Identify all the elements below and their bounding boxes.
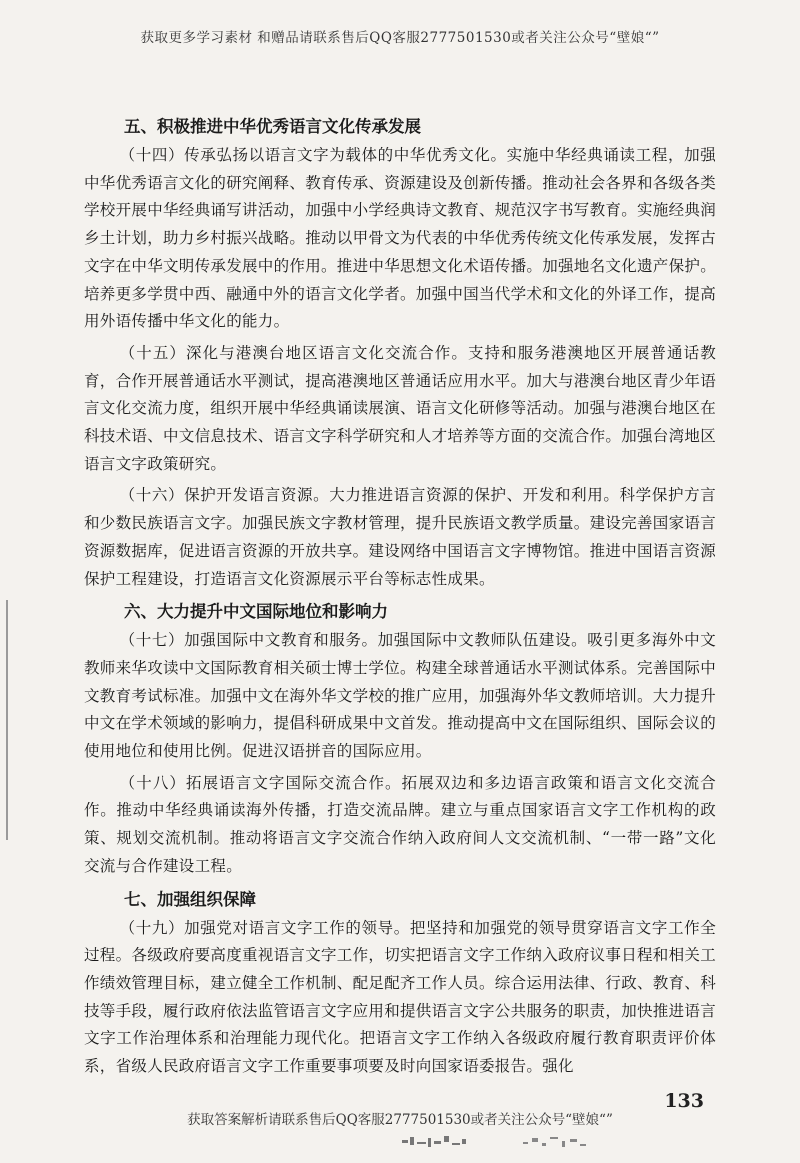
scan-noise-smudge (400, 1134, 470, 1152)
section-heading-5: 五、积极推进中华优秀语言文化传承发展 (124, 117, 421, 136)
paragraph-16: （十六）保护开发语言资源。大力推进语言资源的保护、开发和利用。科学保护方言和少数民族语言文字。加强民族文字教材管理，提升民族语文教学质量。建设完善国家语言资源数据库，促进语言资源的开放共享。建设网络中国语言文字博物馆。推进中国语言资源保护工程建设，打造语言文化资源展示平台等标志性成果。 (84, 486, 717, 588)
paragraph-14: （十四）传承弘扬以语言文字为载体的中华优秀文化。实施中华经典诵读工程，加强中华优秀语言文化的研究阐释、教育传承、资源建设及创新传播。推动社会各界和各级各类学校开展中华经典诵写讲活动，加强中小学经典诗文教育、规范汉字书写教育。实施经典润乡土计划，助力乡村振兴战略。推动以甲骨文为代表的中华优秀传统文化传承发展，发挥古文字在中华文明传承发展中的作用。推进中华思想文化术语传播。加强地名文化遗产保护。培养更多学贯中西、融通中外的语言文化学者。加强中国当代学术和文化的外译工作，提高用外语传播中华文化的能力。 (84, 146, 717, 331)
paragraph-19: （十九）加强党对语言文字工作的领导。把坚持和加强党的领导贯穿语言文字工作全过程。各级政府要高度重视语言文字工作，切实把语言文字工作纳入政府议事日程和相关工作绩效管理目标，建立健全工作机制、配足配齐工作人员。综合运用法律、行政、教育、科技等手段，履行政府依法监管语言文字应用和提供语言文字公共服务的职责，加快推进语言文字工作治理体系和治理能力现代化。把语言文字工作纳入各级政府履行教育职责评价体系，省级人民政府语言文字工作重要事项要及时向国家语委报告。强化 (84, 918, 717, 1076)
paragraph-15: （十五）深化与港澳台地区语言文化交流合作。支持和服务港澳地区开展普通话教育，合作开展普通话水平测试，提高港澳地区普通话应用水平。加大与港澳台地区青少年语言文化交流力度，组织开展中华经典诵读展演、语言文化研修等活动。加强与港澳台地区在科技术语、中文信息技术、语言文字科学研究和人才培养等方面的交流合作。加强台湾地区语言文字政策研究。 (84, 343, 717, 473)
paragraph-18: （十八）拓展语言文字国际交流合作。拓展双边和多边语言政策和语言文化交流合作。推动中华经典诵读海外传播，打造交流品牌。建立与重点国家语言文字工作机构的政策、规划交流机制。推动将语言文字交流合作纳入政府间人文交流机制、“一带一路”文化交流与合作建设工程。 (84, 773, 716, 875)
section-heading-7: 七、加强组织保障 (124, 889, 256, 909)
scan-noise-smudge (520, 1134, 590, 1152)
section-heading-6: 六、大力提升中文国际地位和影响力 (124, 602, 388, 622)
scan-margin-line (6, 600, 8, 840)
page-number: 133 (664, 1090, 704, 1112)
header-watermark-note: 获取更多学习素材 和赠品请联系售后QQ客服2777501530或者关注公众号“壁娘“” (140, 30, 660, 46)
footer-watermark-note: 获取答案解析请联系售后QQ客服2777501530或者关注公众号“壁娘“” (187, 1112, 613, 1128)
document-body (84, 112, 716, 1085)
paragraph-17: （十七）加强国际中文教育和服务。加强国际中文教师队伍建设。吸引更多海外中文教师来华攻读中文国际教育相关硕士博士学位。构建全球普通话水平测试体系。完善国际中文教育考试标准。加强中文在海外华文学校的推广应用，加强海外华文教师培训。大力提升中文在学术领域的影响力，提倡科研成果中文首发。推动提高中文在国际组织、国际会议的使用地位和使用比例。促进汉语拼音的国际应用。 (84, 631, 717, 761)
